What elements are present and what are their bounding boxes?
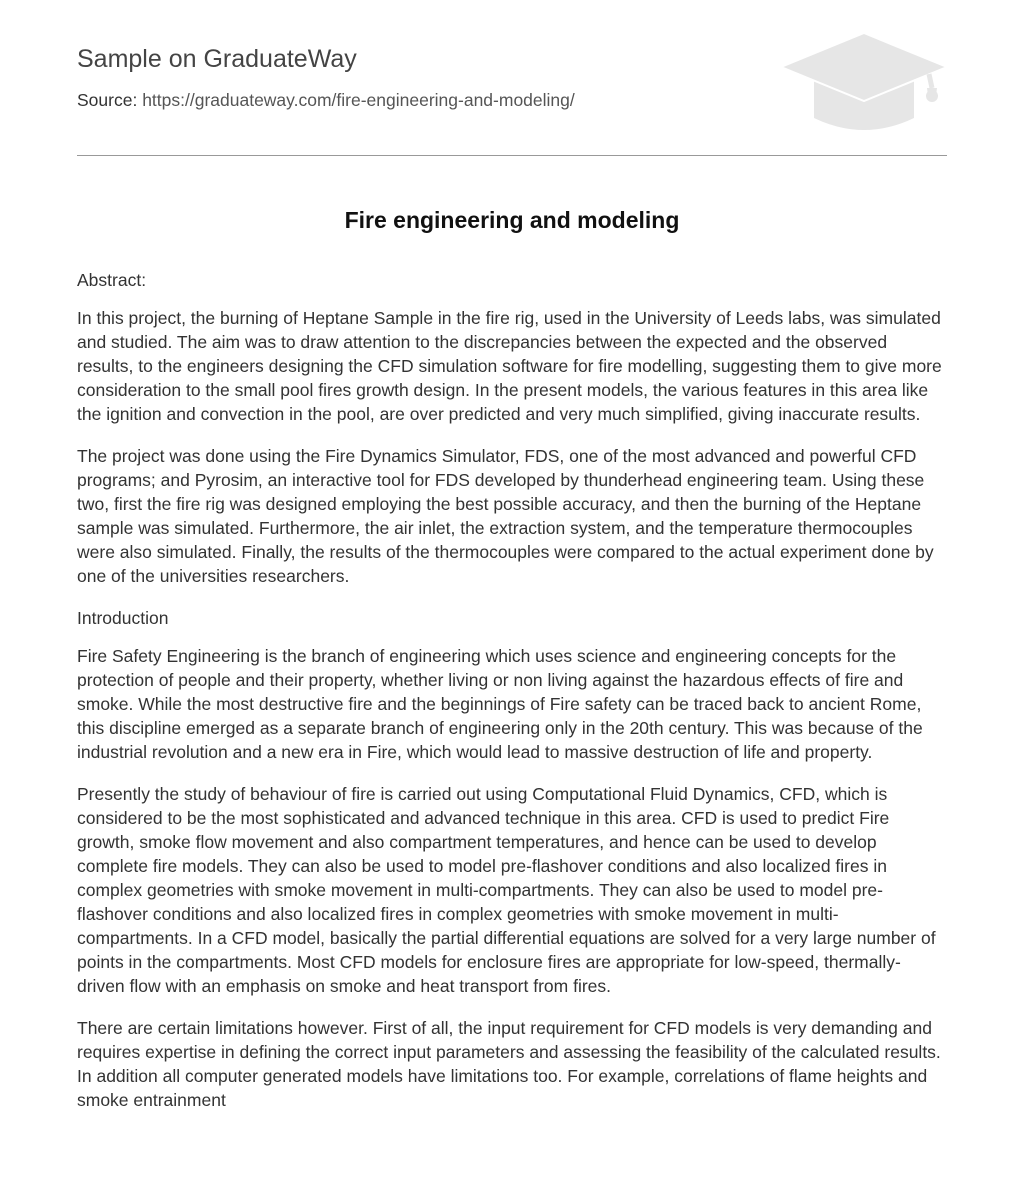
page-header — [77, 0, 947, 156]
source-label: Source: — [77, 90, 138, 110]
paragraph: In this project, the burning of Heptane Sample in the fire rig, used in the University of Leeds labs, was simulated and studied. The aim was to draw attention to the discrepancies between the expected and the observed results, to the engineers designing the CFD simulation software for fire modelling, suggesting them to give more consideration to the small pool fires growth design. In the present models, the various features in this area like the ignition and convection in the pool, are over predicted and very much simplified, giving inaccurate results. — [77, 308, 942, 424]
graduation-cap-icon — [781, 30, 947, 134]
section-heading-abstract: Abstract: — [77, 270, 147, 290]
paragraph: Fire Safety Engineering is the branch of engineering which uses science and engineering concepts for the protection of people and their property, whether living or non living against the hazardous effects of fire and smoke. While the most destructive fire and the beginnings of Fire safety can be traced back to ancient Rome, this discipline emerged as a separate branch of engineering only in the 20th century. This was because of the industrial revolution and a new era in Fire, which would lead to massive destruction of life and property. — [77, 646, 923, 762]
source-line — [77, 89, 575, 111]
section-heading-introduction: Introduction — [77, 608, 169, 628]
source-link[interactable]: https://graduateway.com/fire-engineering-and-modeling/ — [142, 90, 575, 110]
article-body — [77, 268, 947, 1130]
paragraph: The project was done using the Fire Dynamics Simulator, FDS, one of the most advanced and powerful CFD programs; and Pyrosim, an interactive tool for FDS developed by thunderhead engineering team. Using these two, first the fire rig was designed employing the best possible accuracy, and then the burning of the Heptane sample was simulated. Furthermore, the air inlet, the extraction system, and the temperature thermocouples were also simulated. Finally, the results of the thermocouples were compared to the actual experiment done by one of the universities researchers. — [77, 446, 934, 586]
paragraph: Presently the study of behaviour of fire is carried out using Computational Fluid Dynamics, CFD, which is considered to be the most sophisticated and advanced technique in this area. CFD is used to predict Fire growth, smoke flow movement and also compartment temperatures, and hence can be used to develop complete fire models. They can also be used to model pre-flashover conditions and also localized fires in complex geometries with smoke movement in multi-compartments. They can also be used to model pre-flashover conditions and also localized fires in complex geometries with smoke movement in multi-compartments. In a CFD model, basically the partial differential equations are solved for a very large number of points in the compartments. Most CFD models for enclosure fires are appropriate for low-speed, thermally-driven flow with an emphasis on smoke and heat transport from fires. — [77, 784, 936, 996]
header-divider — [77, 155, 947, 156]
site-title: Sample on GraduateWay — [77, 45, 357, 73]
document-title: Fire engineering and modeling — [344, 207, 680, 233]
paragraph: There are certain limitations however. First of all, the input requirement for CFD models is very demanding and requires expertise in defining the correct input parameters and assessing the feasibility of the calculated results. In addition all computer generated models have limitations too. For example, correlations of flame heights and smoke entrainment — [77, 1018, 941, 1110]
